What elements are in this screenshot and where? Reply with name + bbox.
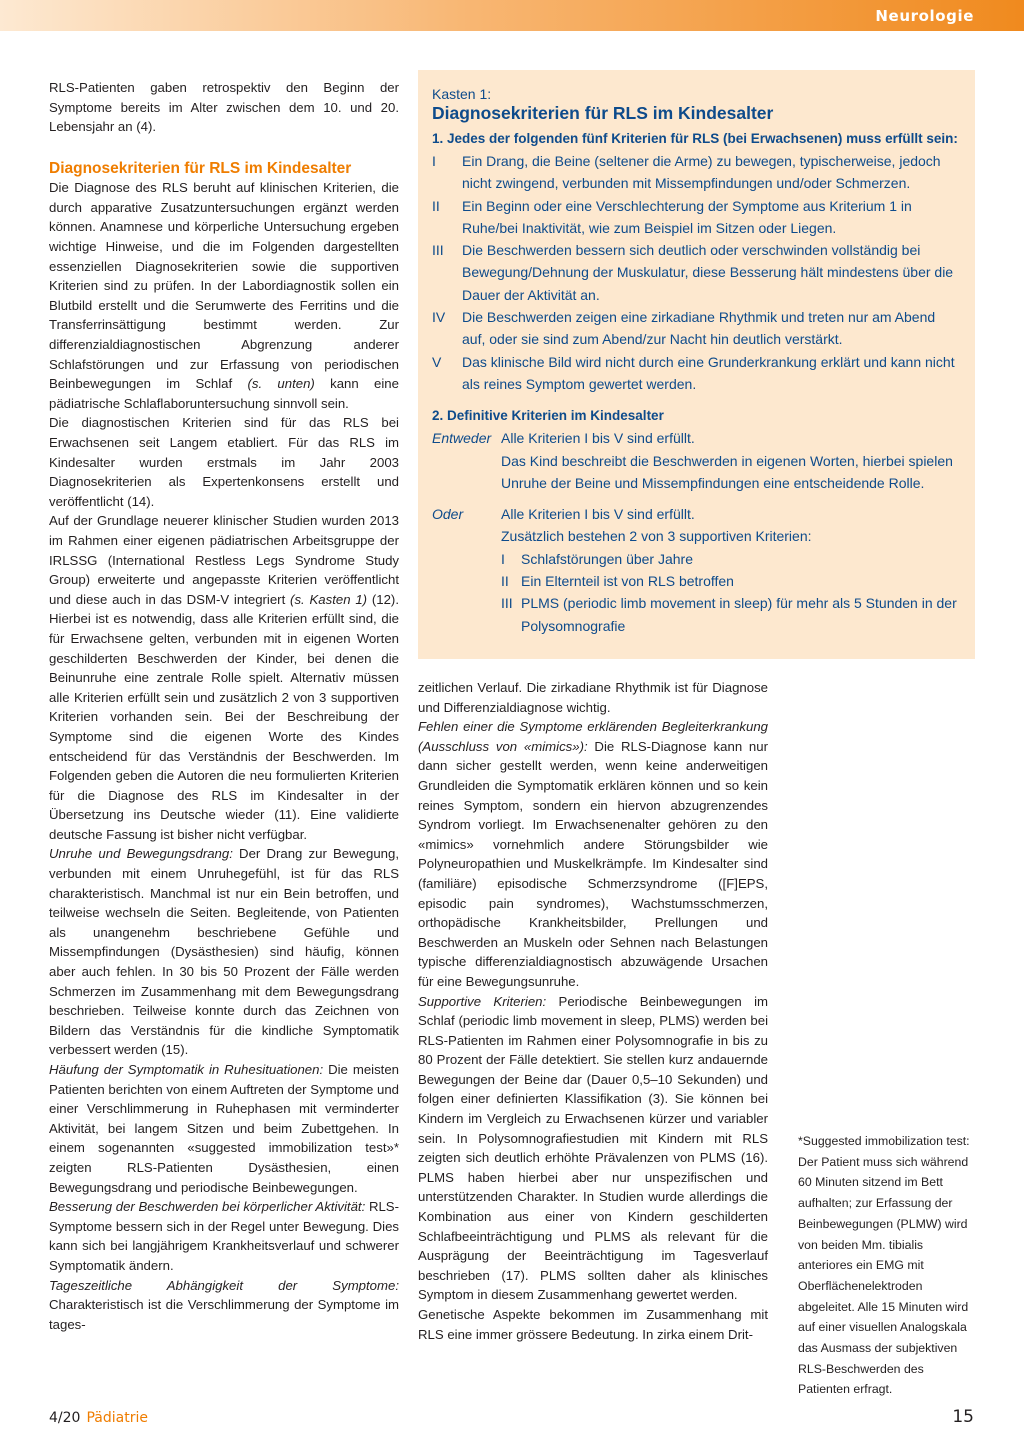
paragraph: Die diagnostischen Kriterien sind für das RLS bei Erwachsenen seit Langem etabliert. Für das RLS im Kindesalter wurden erstmals im Jahr 2003 Diagnosekriterien als Expertenkonsens erstellt und veröffentlicht (14). (49, 415, 399, 509)
intro-paragraph: RLS-Patienten gaben retrospektiv den Beginn der Symptome bereits im Alter zwischen dem 10. und 20. Lebensjahr an (4). (49, 80, 399, 135)
left-column (49, 78, 399, 1334)
paragraph: Fehlen einer die Symptome erklärenden Begleiterkrankung (Ausschluss von «mimics»): Die RLS-Diagnose kann nur dann sicher gestellt werden, wenn keine anderweitigen Grundleiden die Symptomatik erklären können und so kein reines Symptom, sondern ein hiervon abzugrenzendes Syndrom vorliegt. Im Erwachsenenalter gehören zu den «mimics» vornehmlich andere Störungsbilder wie Polyneuropathien und Muskelkrämpfe. Im Kindesalter sind (familiäre) episodische Schmerzsyndrome ([F]EPS, episodic pain syndromes), Wachstumsschmerzen, orthopädische Krankheitsbilder, Prellungen und Beschwerden an Muskeln oder Sehnen nach Belastungen typische differenzialdiagnostisch abzuwägende Ursachen für eine Bewegungsunruhe. (418, 719, 768, 989)
footer-journal (49, 1410, 148, 1426)
box-title: Diagnosekriterien für RLS im Kindesalter (432, 103, 774, 123)
footnote: *Suggested immobilization test: Der Patient muss sich während 60 Minuten sitzend im Bett aufhalten; zur Erfassung der Beinbewegungen (PLMW) wird von beiden Mm. tibialis anteriores ein EMG mit Oberflächenelektroden abgeleitet. Alle 15 Minuten wird auf einer visuellen Analogskala das Ausmass der subjektiven RLS-Beschwerden des Patienten erfragt. (798, 1134, 970, 1397)
page-number: 15 (952, 1407, 974, 1427)
definitive-option: Entweder Alle Kriterien I bis V sind erfüllt. Das Kind beschreibt die Beschwerden in eigenen Worten, hierbei spielen Unruhe der Beine und Missempfindungen eine entscheidende Rolle. (432, 430, 953, 491)
info-box (418, 70, 975, 659)
criterion-item: V Das klinische Bild wird nicht durch eine Grunderkrankung erklärt und kann nicht als reines Symptom gewertet werden. (432, 353, 955, 392)
issue-number: 4/20 (49, 1410, 81, 1426)
section-heading: Diagnosekriterien für RLS im Kindesalter (49, 159, 352, 177)
paragraph: Unruhe und Bewegungsdrang: Der Drang zur Bewegung, verbunden mit einem Unruhegefühl, ist für das RLS charakteristisch. Manchmal ist nur ein Bein betroffen, und teilweise wechseln die Seiten. Begleitende, von Patienten als unangenehm beschriebene Gefühle und Missempfindungen (Dysästhesien) sind häufig, können aber auch fehlen. In 30 bis 50 Prozent der Fälle werden Schmerzen im Zusammenhang mit dem Bewegungsdrang beschrieben. Teilweise konnte durch das Zeichnen von Bildern das Verständnis für die kindliche Symptomatik verbessert werden (15). (49, 846, 399, 1058)
supportive-criterion: III PLMS (periodic limb movement in sleep) für mehr als 5 Stunden in der Polysomnografie (501, 595, 957, 634)
journal-name: Pädiatrie (86, 1410, 148, 1426)
paragraph: Genetische Aspekte bekommen im Zusammenhang mit RLS eine immer grössere Bedeutung. In zirka einem Drit- (418, 1307, 768, 1342)
paragraph: Supportive Kriterien: Periodische Beinbewegungen im Schlaf (periodic limb movement in sleep, PLMS) werden bei RLS-Patienten im Rahmen einer Polysomnografie in bis zu 80 Prozent der Fälle detektiert. Sie stellen kurz andauernde Bewegungen der Beine dar (Dauer 0,5–10 Sekunden) und folgen einer definierten Klassifikation (3). Sie können bei Kindern im Vergleich zu Erwachsenen kürzer und variabler sein. In Polysomnografiestudien mit Kindern mit RLS zeigten sich deutlich erhöhte Prävalenzen von PLMS (16). PLMS haben hierbei aber nur unspezifischen und unterstützenden Charakter. In Studien wurde allerdings die Kombination aus einer von Kindern geschilderten Schlafbeeinträchtigung und PLMS als relevant für die Ausprägung der Beeinträchtigung im Tagesverlauf beschrieben (17). PLMS sollten daher als klinisches Symptom in diesem Zusammenhang gewertet werden. (418, 993, 768, 1303)
supportive-criterion: I Schlafstörungen über Jahre (501, 550, 693, 567)
definitive-option: Oder Alle Kriterien I bis V sind erfüllt. Zusätzlich bestehen 2 von 3 supportiven Kriterien: I Schlafstörungen über Jahre II Ein Elternteil ist von RLS betroffen III PLMS (periodic limb movement in sleep) für mehr als 5 Stunden in der Polysomnografie (432, 503, 961, 637)
section-title: Neurologie (875, 7, 974, 25)
criterion-item: I Ein Drang, die Beine (seltener die Arme) zu bewegen, typischerweise, jedoch nicht zwingend, verbunden mit Missempfindungen und/oder Schmerzen. (432, 153, 941, 192)
criterion-item: II Ein Beginn oder eine Verschlechterung der Symptome aus Kriterium 1 in Ruhe/bei Inaktivität, wie zum Beispiel im Sitzen oder Liegen. (432, 197, 912, 236)
paragraph: Besserung der Beschwerden bei körperlicher Aktivität: RLS-Symptome bessern sich in der Regel unter Bewegung. Dies kann sich bei langjährigem Krankheitsverlauf und schwerer Symptomatik ändern. (49, 1199, 399, 1273)
paragraph: Auf der Grundlage neuerer klinischer Studien wurden 2013 im Rahmen einer eigenen pädiatrischen Arbeitsgruppe der IRLSSG (International Restless Legs Syndrome Study Group) erweiterte und angepasste Kriterien veröffentlicht und diese auch in das DSM-V integriert (s. Kasten 1) (12). Hierbei ist es notwendig, dass alle Kriterien erfüllt sind, die für Erwachsene gelten, verbunden mit in eigenen Worten geschilderten Beschwerden der Kinder, bei denen die Beinunruhe eine zentrale Rolle spielt. Alternativ müssen alle Kriterien erfüllt sein und zusätzlich 2 von 3 supportiven Kriterien vorhanden sein. Bei der Beschreibung der Symptome sind die eigenen Worte des Kindes entscheidend für das Verständnis der Beschwerden. Im Folgenden geben die Autoren die neu formulierten Kriterien für die Diagnose des RLS im Kindesalter in der Übersetzung ins Deutsche wieder (11). Eine validierte deutsche Fassung ist bisher nicht verfügbar. (49, 513, 399, 842)
paragraph: Tageszeitliche Abhängigkeit der Symptome: Charakteristisch ist die Verschlimmerung der Symptome im tages- (49, 1277, 399, 1332)
criterion-item: IV Die Beschwerden zeigen eine zirkadiane Rhythmik und treten nur am Abend auf, oder sie sind zum Abend/zur Nacht hin deutlich verstärkt. (432, 309, 936, 348)
paragraph: Die Diagnose des RLS beruht auf klinischen Kriterien, die durch apparative Zusatzuntersuchungen ergänzt werden können. Anamnese und körperliche Untersuchung ergeben wichtige Hinweise, und die im Folgenden dargestellten essenziellen Diagnosekriterien sowie die supportiven Kriterien sind zu prüfen. In der Labordiagnostik sollen ein Blutbild erstellt und die Serumwerte des Ferritins und die Transferrinsättigung bestimmt werden. Zur differenzialdiagnostischen Abgrenzung anderer Schlafstörungen und zur Erfassung von periodischen Beinbewegungen im Schlaf (s. unten) kann eine pädiatrische Schlaflaboruntersuchung sinnvoll sein. (49, 180, 399, 411)
supportive-criterion: II Ein Elternteil ist von RLS betroffen (501, 573, 734, 590)
box-section-heading: 2. Definitive Kriterien im Kindesalter (432, 408, 664, 424)
header-bar (0, 0, 1024, 31)
paragraph: zeitlichen Verlauf. Die zirkadiane Rhythmik ist für Diagnose und Differenzialdiagnose wichtig. (418, 680, 768, 715)
box-label: Kasten 1: (432, 86, 492, 102)
box-section-heading: 1. Jedes der folgenden fünf Kriterien für RLS (bei Erwachsenen) muss erfüllt sein: (432, 131, 958, 146)
criterion-item: III Die Beschwerden bessern sich deutlich oder verschwinden vollständig bei Bewegung/Dehnung der Muskulatur, diese Besserung hält mindestens über die Dauer der Aktivität an. (432, 242, 954, 303)
middle-column (418, 678, 768, 1344)
paragraph: Häufung der Symptomatik in Ruhesituationen: Die meisten Patienten berichten von einem Auftreten der Symptome und einer Verschlimmerung in Ruhephasen mit verminderter Aktivität, bei langem Sitzen und beim Zubettgehen. In einem sogenannten «suggested immobilization test»* zeigten RLS-Patienten Dysästhesien, einen Bewegungsdrang und periodische Beinbewegungen. (49, 1062, 400, 1195)
